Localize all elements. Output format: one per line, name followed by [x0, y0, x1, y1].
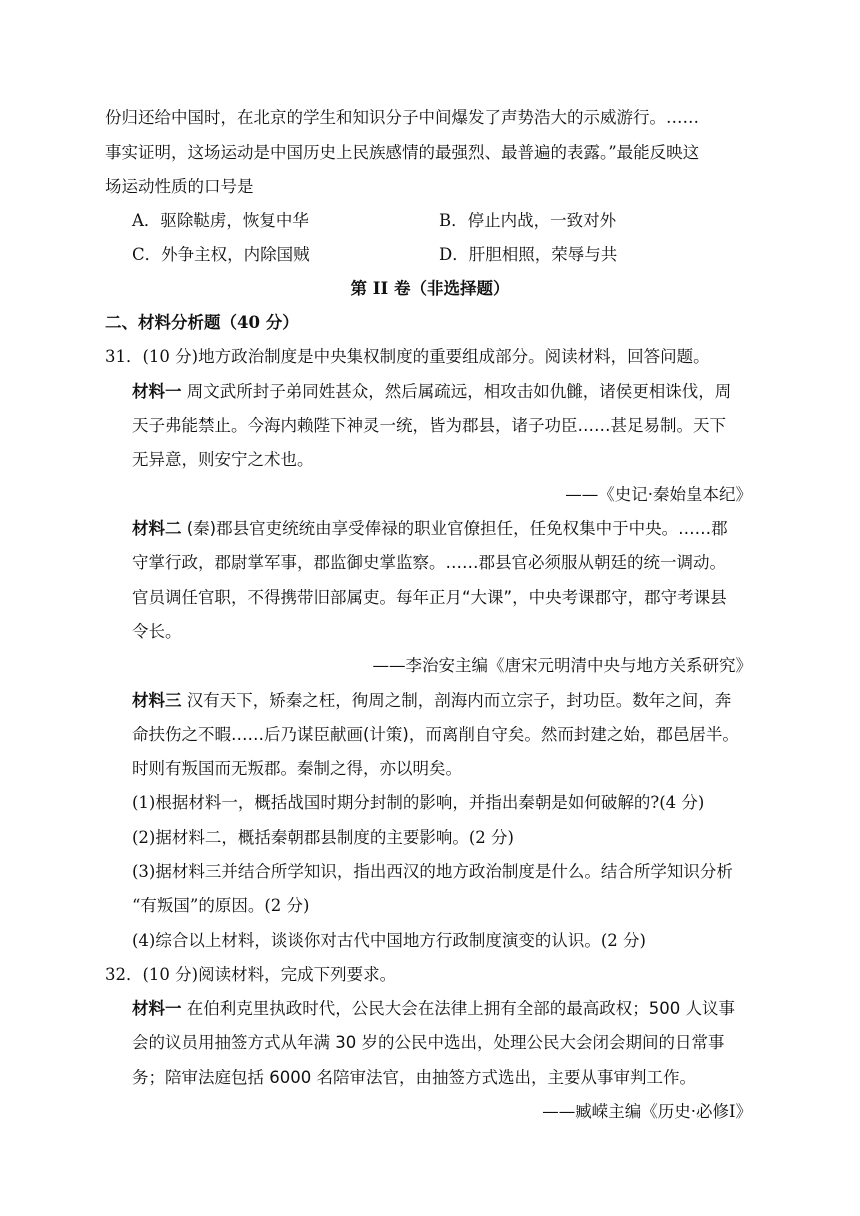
q31-subquestion-2: (2)据材料二，概括秦朝郡县制度的主要影响。(2 分) [132, 828, 514, 847]
q32-material1-line-3: 务；陪审法庭包括 6000 名陪审法官，由抽签方式选出，主要从事审判工作。 [132, 1068, 696, 1087]
q31-material2-label: 材料二 [132, 519, 182, 538]
q31-material1-line-1 [132, 382, 731, 402]
q32-material1-source: ——臧嵘主编《历史·必修Ⅰ》 [542, 1102, 752, 1121]
q31-subquestion-1: (1)根据材料一，概括战国时期分封制的影响，并指出秦朝是如何破解的?(4 分) [132, 793, 705, 812]
q31-material1-label: 材料一 [132, 382, 182, 401]
q31-material3-text: 汉有天下，矫秦之枉，徇周之制，剖海内而立宗子，封功臣。数年之间，奔 [181, 691, 732, 710]
q31-material1-line-2: 天子弗能禁止。今海内赖陛下神灵一统，皆为郡县，诸子功臣……甚足易制。天下 [132, 416, 726, 435]
q31-material2-line-3: 官员调任官职，不得携带旧部属吏。每年正月“大课”，中央考课郡守，郡守考课县 [132, 588, 727, 607]
q30-text-line-3: 场运动性质的口号是 [105, 177, 254, 196]
q30-text-line-2: 事实证明，这场运动是中国历史上民族感情的最强烈、最普遍的表露。”最能反映这 [105, 143, 700, 162]
q32-material1-label: 材料一 [132, 999, 182, 1018]
q31-material1-line-3: 无异意，则安宁之术也。 [132, 450, 314, 469]
q30-option-b: B．停止内战，一致对外 [439, 211, 617, 230]
section-heading: 二、材料分析题（40 分） [105, 313, 299, 332]
q31-material2-source: ——李治安主编《唐宋元明清中央与地方关系研究》 [372, 656, 752, 675]
q31-material2-line-4: 令长。 [132, 622, 182, 641]
q31-material2-line-2: 守掌行政，郡尉掌军事，郡监御史掌监察。……郡县官必须服从朝廷的统一调动。 [132, 553, 726, 572]
q30-option-d: D．肝胆相照，荣辱与共 [439, 245, 618, 264]
q31-material3-line-1 [132, 691, 731, 711]
q30-option-a: A．驱除鞑虏，恢复中华 [132, 211, 309, 230]
q30-text-line-1: 份归还给中国时，在北京的学生和知识分子中间爆发了声势浩大的示威游行。…… [105, 108, 699, 127]
q31-subquestion-3-line-2: “有叛国”的原因。(2 分) [132, 896, 310, 915]
q32-material1-line-1 [132, 999, 735, 1019]
q31-subquestion-4: (4)综合以上材料，谈谈你对古代中国地方行政制度演变的认识。(2 分) [132, 931, 646, 950]
q31-material3-line-3: 时则有叛国而无叛郡。秦制之得，亦以明矣。 [132, 759, 462, 778]
q31-material2-line-1 [132, 519, 728, 539]
q32-material1-text: 在伯利克里执政时代，公民大会在法律上拥有全部的最高政权；500 人议事 [181, 999, 735, 1018]
q32-material1-line-2: 会的议员用抽签方式从年满 30 岁的公民中选出，处理公民大会闭会期间的日常事 [132, 1033, 725, 1052]
part2-title: 第 II 卷（非选择题） [350, 279, 510, 298]
q31-material1-source: ——《史记·秦始皇本纪》 [565, 485, 752, 504]
q31-header: 31．(10 分)地方政治制度是中央集权制度的重要组成部分。阅读材料，回答问题。 [105, 347, 710, 366]
q31-material3-line-2: 命扶伤之不暇……后乃谋臣献画(计策)，而离削自守矣。然而封建之始，郡邑居半。 [132, 725, 739, 744]
q32-header: 32．(10 分)阅读材料，完成下列要求。 [105, 965, 397, 984]
q30-option-c: C．外争主权，内除国贼 [132, 245, 310, 264]
q31-subquestion-3-line-1: (3)据材料三并结合所学知识，指出西汉的地方政治制度是什么。结合所学知识分析 [132, 862, 733, 881]
q31-material3-label: 材料三 [132, 691, 182, 710]
q31-material1-text: 周文武所封子弟同姓甚众，然后属疏远，相攻击如仇雠，诸侯更相诛伐，周 [181, 382, 732, 401]
q31-material2-text: (秦)郡县官吏统统由享受俸禄的职业官僚担任，任免权集中于中央。……郡 [181, 519, 728, 538]
